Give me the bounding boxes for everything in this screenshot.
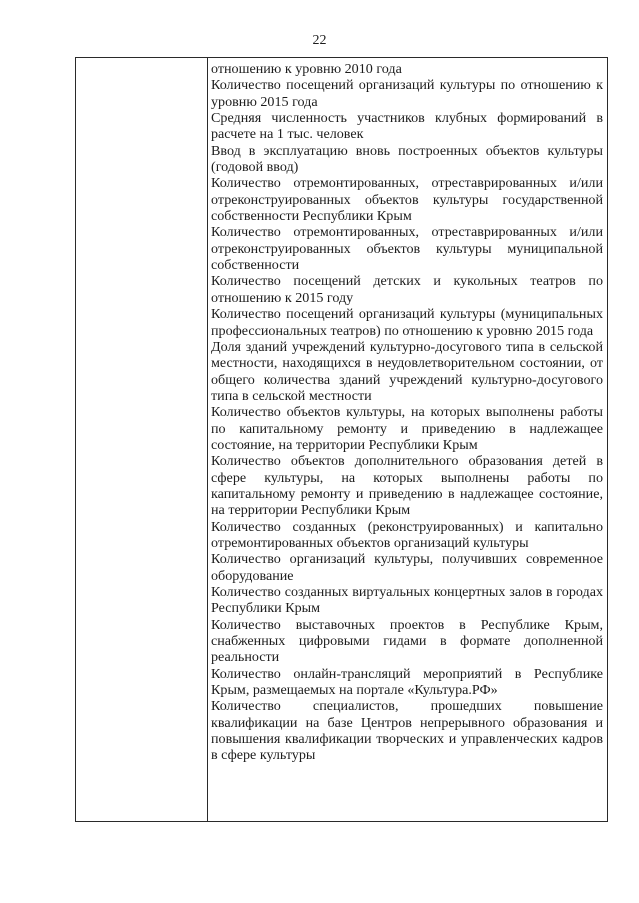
indicator-item: Количество созданных (реконструированных) и капитально отремонтированных объектов организаций культуры	[211, 518, 603, 551]
indicator-item: Доля зданий учреждений культурно-досугового типа в сельской местности, находящихся в неудовлетворительном состоянии, от общего количества зданий учреждений культурно-досугового типа в сельской местности	[211, 338, 603, 404]
indicator-item: Количество отремонтированных, отреставрированных и/или отреконструированных объектов культуры государственной собственности Республики Крым	[211, 175, 603, 225]
page-number: 22	[312, 33, 327, 48]
indicator-item: Количество отремонтированных, отреставрированных и/или отреконструированных объектов культуры муниципальной собственности	[211, 224, 603, 274]
table-left-column-cell	[76, 58, 207, 821]
indicator-item: Средняя численность участников клубных формирований в расчете на 1 тыс. человек	[211, 110, 603, 143]
indicator-item: Количество созданных виртуальных концертных залов в городах Республики Крым	[211, 584, 603, 617]
indicator-item: Количество посещений детских и кукольных театров по отношению к 2015 году	[211, 273, 603, 306]
indicator-item: Количество посещений организаций культуры (муниципальных профессиональных театров) по отношению к уровню 2015 года	[211, 306, 603, 339]
indicator-item: Количество онлайн-трансляций мероприятий в Республике Крым, размещаемых на портале «Культура.РФ»	[211, 665, 603, 699]
indicator-item: Количество специалистов, прошедших повышение квалификации на базе Центров непрерывного образования и повышения квалификации творческих и управленческих кадров в сфере культуры	[211, 698, 603, 764]
indicator-item: Количество выставочных проектов в Республике Крым, снабженных цифровыми гидами в формате дополненной реальности	[211, 616, 603, 666]
indicator-item: Количество объектов дополнительного образования детей в сфере культуры, на которых выполнены работы по капитальному ремонту и приведению в надлежащее состояние, на территории Республики Крым	[211, 453, 603, 519]
column-divider	[207, 58, 208, 821]
indicator-item: Количество организаций культуры, получивших современное оборудование	[211, 551, 603, 584]
indicator-item: отношению к уровню 2010 года	[211, 61, 402, 77]
indicator-item: Количество объектов культуры, на которых выполнены работы по капитальному ремонту и приведению в надлежащее состояние, на территории Республики Крым	[211, 404, 603, 453]
indicator-item: Количество посещений организаций культуры по отношению к уровню 2015 года	[211, 77, 603, 110]
indicators-table	[75, 57, 608, 822]
indicator-item: Ввод в эксплуатацию вновь построенных объектов культуры (годовой ввод)	[211, 142, 603, 176]
indicator-list	[211, 61, 603, 764]
